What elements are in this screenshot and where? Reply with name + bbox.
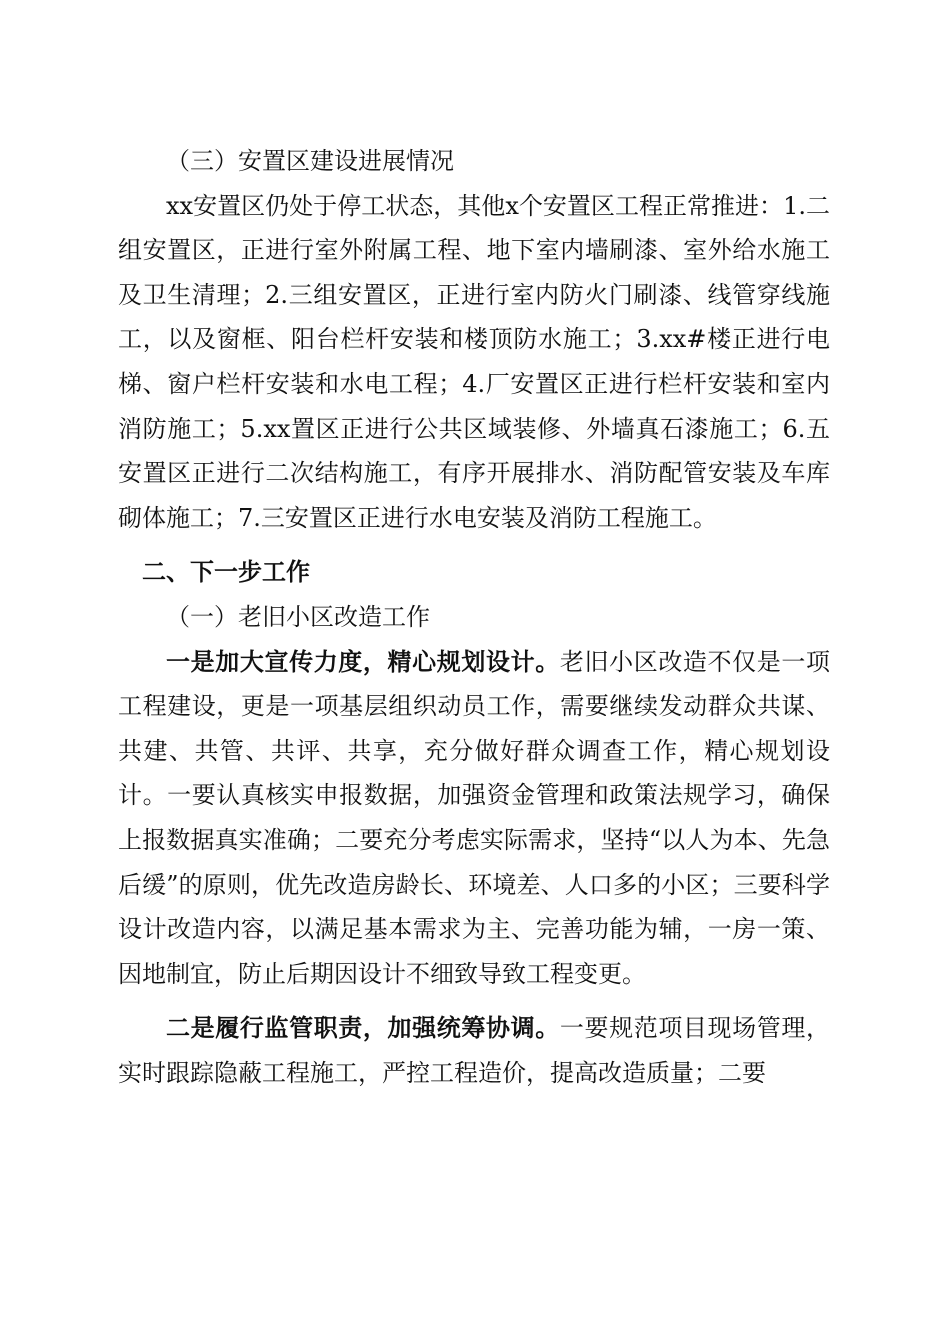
paragraph-lead-phrase: 一是加大宣传力度，精心规划设计。	[166, 646, 560, 676]
sub-heading-resettlement-progress	[118, 139, 830, 184]
document-body	[118, 139, 830, 1095]
paragraph-body-text: 老旧小区改造不仅是一项工程建设，更是一项基层组织动员工作，需要继续发动群众共谋、共建、共管、共评、共享，充分做好群众调查工作，精心规划设计。一要认真核实申报数据，加强资金管理和政策法规学习，确保上报数据真实准确；二要充分考虑实际需求，坚持“以人为本、先急后缓”的原则，优先改造房龄长、环境差、人口多的小区；三要科学设计改造内容，以满足基本需求为主、完善功能为辅，一房一策、因地制宜，防止后期因设计不细致导致工程变更。	[118, 647, 831, 988]
sub-heading-text: （三）安置区建设进展情况	[166, 147, 454, 175]
sub-heading-old-community-renovation: （一）老旧小区改造工作	[166, 602, 430, 631]
section-heading-next-steps: 二、下一步工作	[142, 558, 310, 587]
paragraph-body-text: 一要规范项目现场管理，实时跟踪隐蔽工程施工，严控工程造价，提高改造质量；二要	[118, 1014, 831, 1087]
paragraph-lead-phrase: 二是履行监管职责，加强统筹协调。	[166, 1013, 560, 1043]
paragraph-resettlement-status: xx安置区仍处于停工状态，其他x个安置区工程正常推进：1.二组安置区，正进行室外附属工程、地下室内墙刷漆、室外给水施工及卫生清理；2.三组安置区，正进行室内防火门刷漆、线管穿线施工，以及窗框、阳台栏杆安装和楼顶防水施工；3.xx#楼正进行电梯、窗户栏杆安装和水电工程；4.厂安置区正进行栏杆安装和室内消防施工；5.xx置区正进行公共区域装修、外墙真石漆施工；6.五安置区正进行二次结构施工，有序开展排水、消防配管安装及车库砌体施工；7.三安置区正进行水电安装及消防工程施工。	[118, 191, 830, 532]
paragraph-supervision-coordination	[118, 1006, 830, 1095]
paragraph-publicity-planning	[118, 640, 830, 997]
